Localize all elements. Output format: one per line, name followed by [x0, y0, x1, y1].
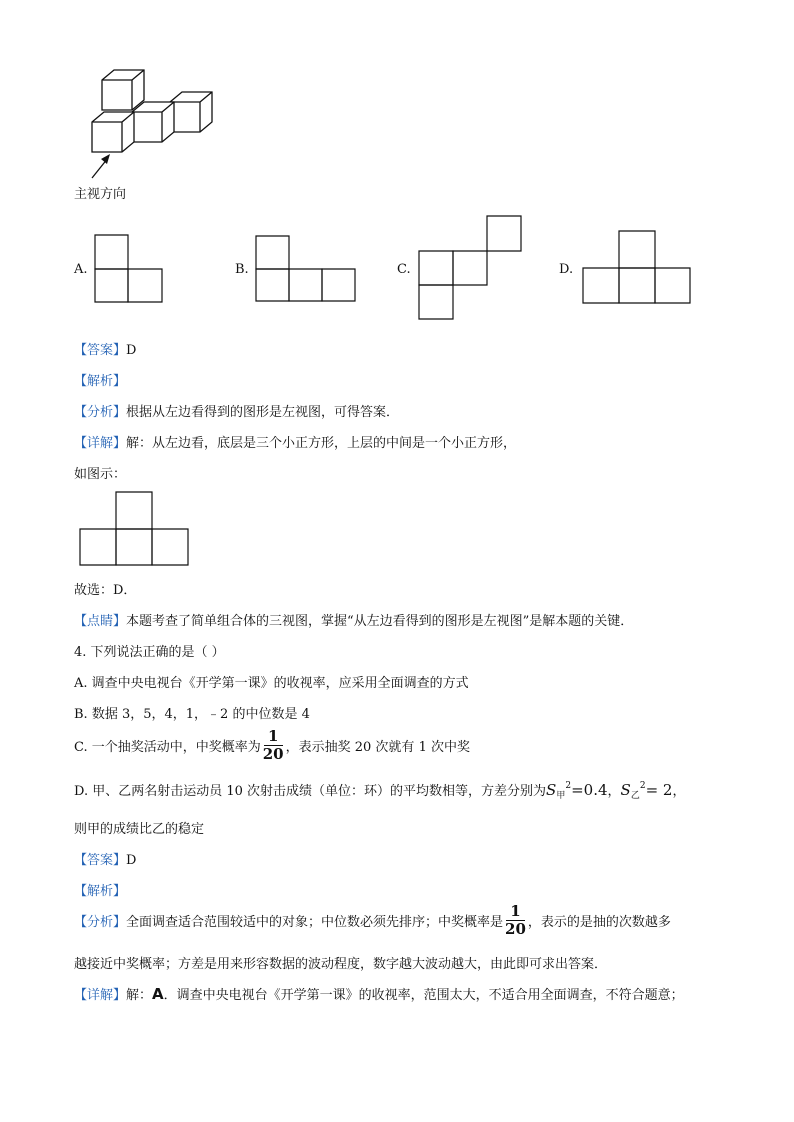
- option-c-pre: C. 一个抽奖活动中，中奖概率为: [74, 740, 261, 755]
- option-d-label: D.: [559, 262, 574, 277]
- fenxi-fraction: [505, 903, 526, 938]
- dianjing-tag: 【点睛】: [74, 614, 127, 629]
- fenxi-post: ，表示的是抽的次数越多: [527, 915, 671, 930]
- fraction-denominator: 20: [505, 920, 526, 938]
- answer-value: D: [126, 853, 137, 868]
- q3-dianjing: [74, 610, 633, 629]
- option-b-label: B.: [235, 262, 249, 277]
- answer-tag: 【答案】: [74, 343, 127, 358]
- option-c-post: ，表示抽奖 20 次就有 1 次中奖: [285, 740, 470, 755]
- q4-analysis-heading: 【解析】: [74, 884, 127, 899]
- q3-fenxi: [74, 401, 399, 420]
- option-c-figure: [418, 215, 524, 321]
- q3-xiangjie: [74, 432, 516, 451]
- xiangjie-pre: 解：: [126, 988, 153, 1003]
- option-c-fraction: [263, 728, 284, 763]
- xiangjie-text: 解：从左边看，底层是三个小正方形，上层的中间是一个小正方形，: [126, 436, 517, 451]
- option-a-label: A.: [74, 262, 88, 277]
- variance-jia: $S_甲^2=0.4$: [546, 781, 608, 801]
- option-c-label: C.: [397, 262, 411, 277]
- q3-answer: [74, 339, 136, 358]
- fraction-numerator: 1: [510, 902, 521, 920]
- q3-analysis-heading: 【解析】: [74, 374, 127, 389]
- answer-value: D: [126, 343, 137, 358]
- fenxi-pre: 全面调查适合范围较适中的对象；中位数必须先排序；中奖概率是: [126, 915, 504, 930]
- xiangjie-tag: 【详解】: [74, 988, 127, 1003]
- q4-answer: [74, 849, 136, 868]
- q4-fenxi-line2: 越接近中奖概率；方差是用来形容数据的波动程度，数字越大波动越大，由此即可求出答案．: [74, 957, 608, 972]
- option-d-figure: [582, 230, 692, 305]
- q4-option-d: D. 甲、乙两名射击运动员 10 次射击成绩（单位：环）的平均数相等，方差分别为$S_甲^2=0.4$，$S_乙^2= 2$，: [74, 781, 686, 801]
- option-b-figure: [255, 235, 357, 303]
- q4-xiangjie: [74, 984, 684, 1003]
- q4-fenxi: [74, 903, 671, 938]
- fenxi-tag: 【分析】: [74, 915, 127, 930]
- q3-choice: 故选：D．: [74, 583, 137, 598]
- xiangjie-tag: 【详解】: [74, 436, 127, 451]
- q3-left-view-figure: [79, 491, 191, 567]
- answer-tag: 【答案】: [74, 853, 127, 868]
- q4-option-c: [74, 728, 470, 763]
- fraction-denominator: 20: [262, 745, 284, 763]
- dianjing-text: 本题考查了简单组合体的三视图，掌握“从左边看得到的图形是左视图”是解本题的关键．: [126, 614, 634, 629]
- variance-yi: $S_乙^2= 2$: [620, 781, 673, 801]
- fenxi-text: 根据从左边看得到的图形是左视图，可得答案．: [126, 405, 400, 420]
- q4-option-a: A. 调查中央电视台《开学第一课》的收视率，应采用全面调查的方式: [74, 676, 469, 691]
- xiangjie-text: ．调查中央电视台《开学第一课》的收视率，范围太大，不适合用全面调查，不符合题意；: [163, 988, 684, 1003]
- q4-option-d-line2: 则甲的成绩比乙的稳定: [74, 822, 205, 837]
- q4-option-b: B. 数据 3，5，4，1，﹣2 的中位数是 4: [74, 707, 310, 722]
- q4-stem: 4. 下列说法正确的是（ ）: [74, 645, 225, 660]
- fraction-numerator: 1: [267, 727, 279, 745]
- cube-arrangement-figure: [86, 66, 216, 186]
- xiangjie-a: A: [152, 985, 164, 1003]
- fenxi-tag: 【分析】: [74, 405, 127, 420]
- figure-caption: 主视方向: [74, 187, 127, 202]
- q3-rutushi: 如图示：: [74, 467, 127, 482]
- option-d-pre: D. 甲、乙两名射击运动员 10 次射击成绩（单位：环）的平均数相等，方差分别为: [74, 784, 547, 799]
- option-a-figure: [94, 234, 164, 304]
